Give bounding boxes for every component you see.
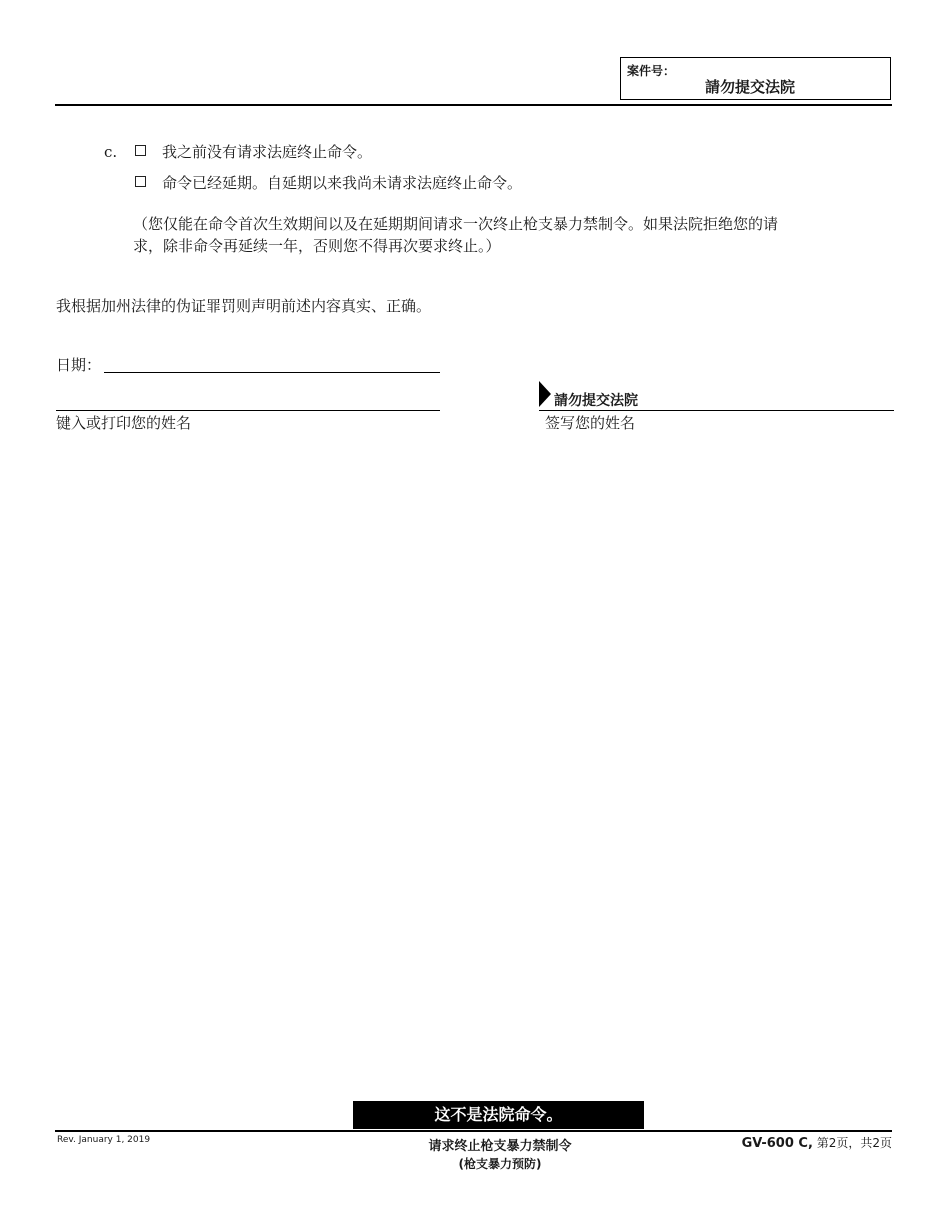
form-id-page	[742, 1134, 892, 1151]
header-divider	[55, 104, 892, 106]
sign-here-arrow-icon	[539, 381, 551, 407]
page-info: 第2页，共2页	[816, 1136, 892, 1150]
option-order-extended: 命令已经延期。自延期以来我尚未请求法庭终止命令。	[162, 174, 523, 192]
form-subtitle: (枪支暴力预防)	[458, 1157, 542, 1171]
name-caption: 键入或打印您的姓名	[56, 414, 192, 432]
form-title: 请求终止枪支暴力禁制令	[428, 1139, 572, 1154]
termination-note-line2: 求，除非命令再延续一年，否则您不得再次要求终止。）	[133, 237, 501, 255]
revision-date: Rev. January 1, 2019	[57, 1135, 151, 1145]
signature-field[interactable]	[539, 410, 894, 411]
termination-note-line1: （您仅能在命令首次生效期间以及在延期期间请求一次终止枪支暴力禁制令。如果法院拒绝您的请	[133, 215, 779, 233]
date-label: 日期：	[56, 356, 102, 374]
form-id: GV-600 C,	[741, 1136, 813, 1151]
signature-placeholder: 請勿提交法院	[554, 393, 638, 409]
name-field[interactable]	[56, 410, 440, 411]
item-letter-c: c.	[104, 143, 118, 161]
option-no-prior-request: 我之前没有请求法庭终止命令。	[162, 143, 373, 161]
case-number-value[interactable]: 請勿提交法院	[705, 78, 796, 96]
perjury-declaration: 我根据加州法律的伪证罪罚则声明前述内容真实、正确。	[56, 297, 432, 315]
case-number-label: 案件号：	[627, 64, 676, 78]
checkbox-no-prior-request[interactable]	[135, 145, 146, 156]
checkbox-order-extended[interactable]	[135, 176, 146, 187]
date-field[interactable]	[104, 372, 440, 373]
not-a-court-order-banner: 这不是法院命令。	[353, 1101, 644, 1129]
case-number-box	[620, 57, 891, 100]
signature-caption: 签写您的姓名	[545, 414, 636, 432]
footer-divider	[55, 1130, 892, 1132]
